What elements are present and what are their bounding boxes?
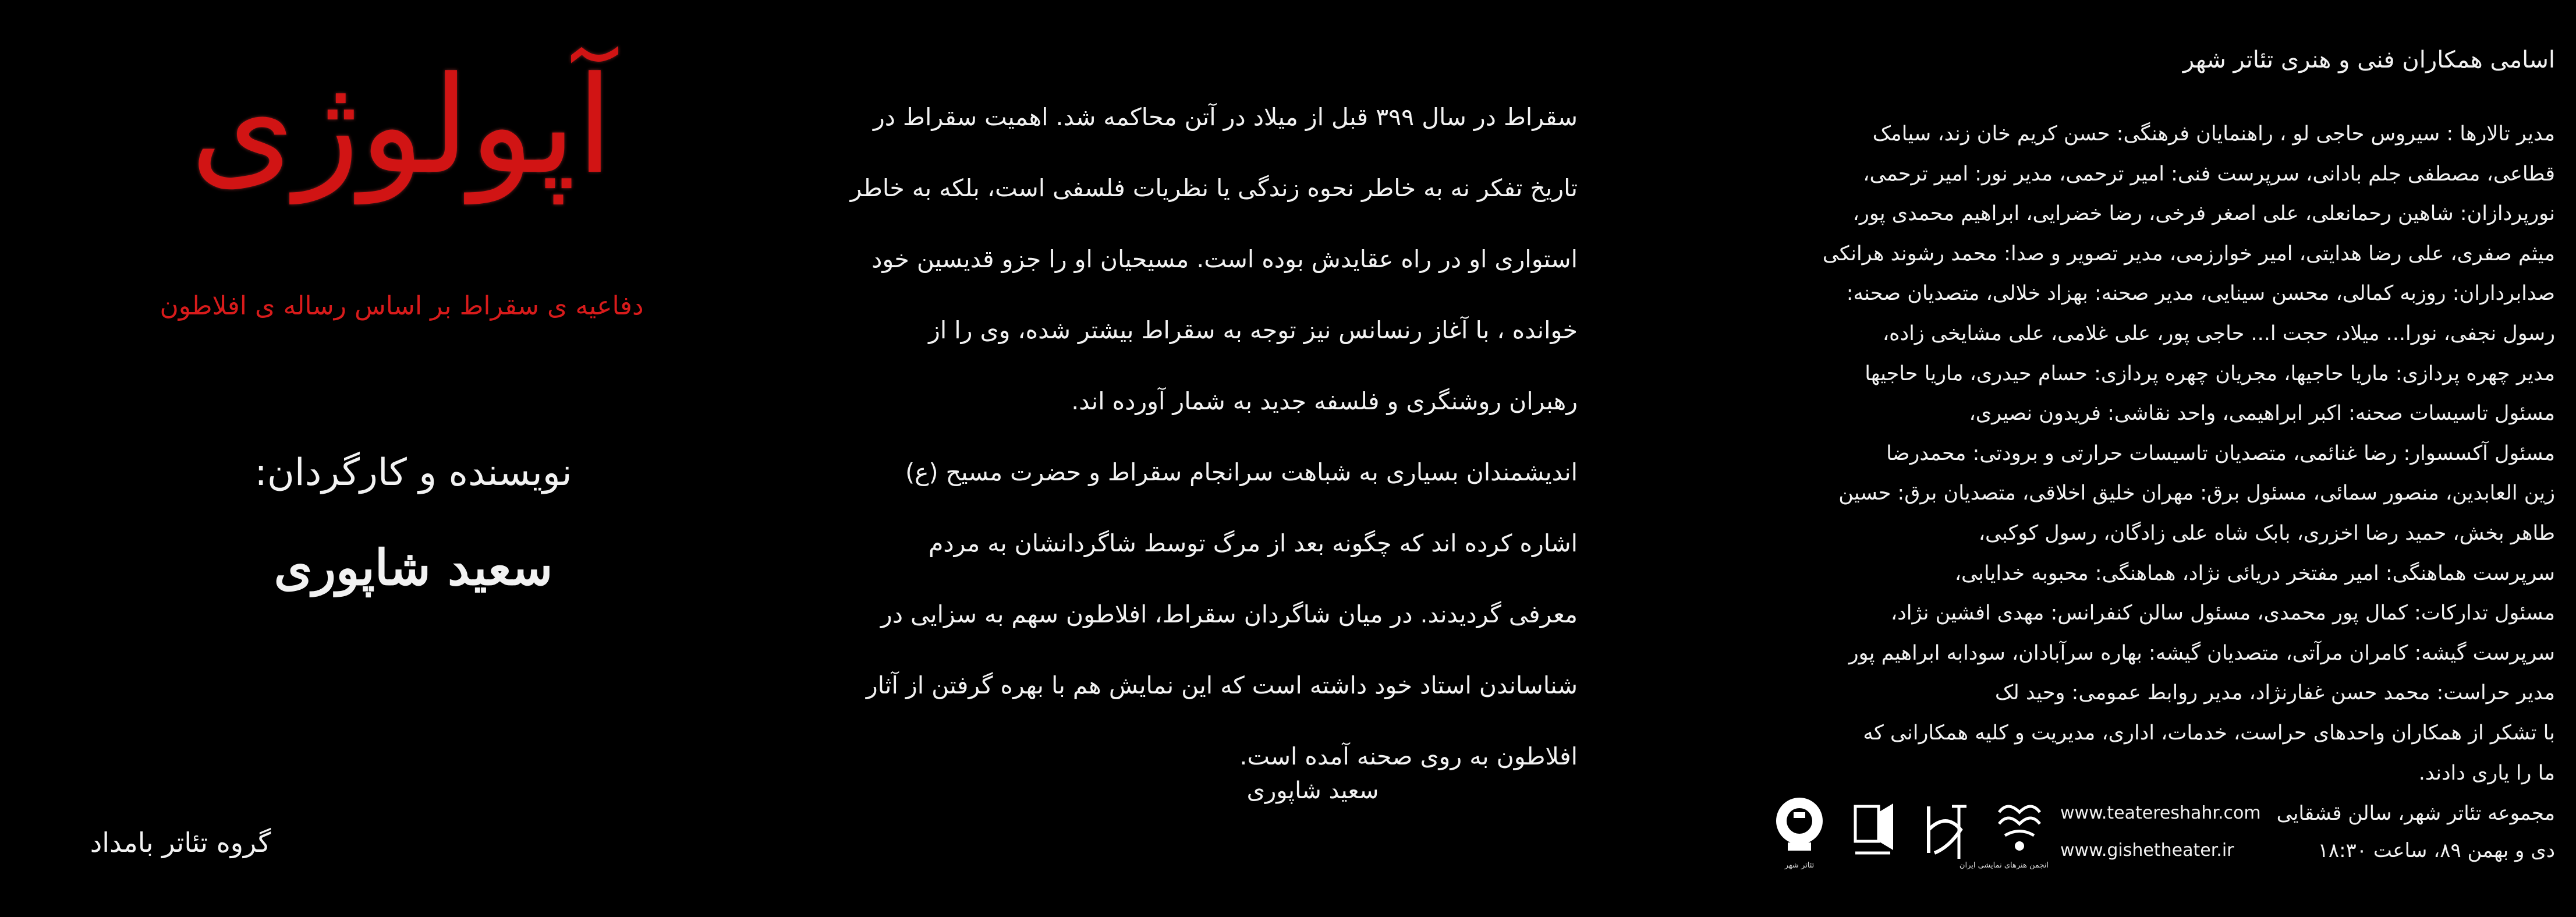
credit-line: قطاعی، مصطفی جلم بادانی، سرپرست فنی: امیر ترحمی، مدیر نور: امیر ترحمی، bbox=[1863, 162, 2555, 186]
theater-shahr-logo-icon bbox=[1770, 795, 1829, 882]
credit-line: مدیر حراست: محمد حسن غفارنژاد، مدیر روابط عمومی: وحید لک bbox=[1994, 681, 2555, 705]
middle-panel bbox=[850, 0, 1717, 917]
credit-line: مدیر چهره پردازی: ماریا حاجیها، مجریان چهره پردازی: حسام حیدری، ماریا حاجیها bbox=[1865, 362, 2555, 385]
essay-line: رهبران روشنگری و فلسفه جدید به شمار آورده اند. bbox=[1071, 387, 1578, 415]
essay-line: استواری او در راه عقایدش بوده است. مسیحیان او را جزو قدیسین خود bbox=[871, 245, 1578, 273]
venue-info bbox=[2276, 795, 2555, 869]
essay-signature: سعید شاپوری bbox=[1246, 777, 1379, 804]
essay-line: اندیشمندان بسیاری به شباهت سرانجام سقراط و حضرت مسیح (ع) bbox=[905, 458, 1578, 486]
credit-line: زین العابدین، منصور سمائی، مسئول برق: مهران خلیق اخلاقی، متصدیان برق: حسین bbox=[1838, 481, 2555, 505]
credit-line: ما را یاری دادند. bbox=[2418, 761, 2555, 785]
credits-list bbox=[1775, 114, 2555, 793]
dramatic-arts-logo-icon bbox=[1959, 795, 2049, 882]
play-title: آپولوژی bbox=[190, 48, 614, 204]
theater-shahr-logo-caption: تئاتر شهر bbox=[1784, 861, 1815, 870]
essay-line: سقراط در سال ۳۹۹ قبل از میلاد در آتن محاکمه شد. اهمیت سقراط در bbox=[873, 103, 1578, 131]
director-name: سعید شاپوری bbox=[274, 539, 553, 596]
essay-text bbox=[850, 82, 1578, 792]
website-link-tickets[interactable]: www.gishetheater.ir bbox=[2060, 840, 2234, 861]
credit-line: مسئول تاسیسات صحنه: اکبر ابراهیمی، واحد نقاشی: فریدون نصیری، bbox=[1969, 402, 2555, 426]
credit-line: طاهر بخش، حمید رضا اخزری، بابک شاه علی زادگان، رسول کوکبی، bbox=[1978, 521, 2555, 545]
center-logo-icon bbox=[1844, 795, 1902, 882]
arts-calligraphy-logo-icon bbox=[1917, 795, 1975, 882]
credit-line: سرپرست گیشه: کامران مرآتی، متصدیان گیشه: بهاره سرآبادان، سودابه ابراهیم پور bbox=[1848, 641, 2555, 665]
credit-line: رسول نجفی، نورا... میلاد، حجت ا... حاجی پور، علی غلامی، علی مشایخی زاده، bbox=[1882, 321, 2555, 345]
credits-heading: اسامی همکاران فنی و هنری تئاتر شهر bbox=[2182, 47, 2555, 73]
dramatic-arts-logo-caption: انجمن هنرهای نمایشی ایران bbox=[1959, 861, 2049, 870]
essay-line: شناساندن استاد خود داشته است که این نمایش هم با بهره گرفتن از آثار bbox=[866, 671, 1578, 699]
credit-line: با تشکر از همکاران واحدهای حراست، خدمات، اداری، مدیریت و کلیه همکارانی که bbox=[1863, 721, 2555, 745]
theater-group-name: گروه تئاتر بامداد bbox=[90, 827, 271, 858]
left-panel bbox=[0, 0, 859, 917]
essay-line: اشاره کرده اند که چگونه بعد از مرگ توسط شاگردانشان به مردم bbox=[928, 529, 1578, 557]
play-subtitle: دفاعیه ی سقراط بر اساس رساله ی افلاطون bbox=[160, 291, 644, 321]
venue-name: مجموعه تئاتر شهر، سالن قشقایی bbox=[2276, 802, 2555, 825]
credit-line: نورپردازان: شاهین رحمانعلی، علی اصغر فرخی، رضا خضرایی، ابراهیم محمدی پور، bbox=[1852, 202, 2555, 226]
essay-line: تاریخ تفکر نه به خاطر نحوه زندگی یا نظریات فلسفی است، بلکه به خاطر bbox=[850, 174, 1578, 202]
right-panel bbox=[1717, 0, 2576, 917]
website-link-theater[interactable]: www.teatereshahr.com bbox=[2060, 803, 2261, 823]
performance-date: دی و بهمن ۸۹، ساعت ۱۸:۳۰ bbox=[2318, 839, 2555, 862]
sponsor-logos bbox=[1775, 795, 2049, 882]
credit-line: میثم صفری، علی رضا هدایتی، امیر خوارزمی، مدیر تصویر و صدا: محمد رشوند هرانکی bbox=[1822, 242, 2555, 265]
essay-line: افلاطون به روی صحنه آمده است. bbox=[1239, 742, 1578, 770]
credit-line: صدابرداران: روزبه کمالی، محسن سینایی، مدیر صحنه: بهزاد خلالی، متصدیان صحنه: bbox=[1846, 282, 2555, 306]
footer bbox=[1775, 795, 2555, 888]
writer-director-label: نویسنده و کارگردان: bbox=[254, 451, 572, 494]
credit-line: مسئول آکسسوار: رضا غنائمی، متصدیان تاسیسات حرارتی و برودتی: محمدرضا bbox=[1886, 441, 2555, 465]
essay-line: معرفی گردیدند. در میان شاگردان سقراط، افلاطون سهم به سزایی در bbox=[880, 600, 1578, 628]
essay-line: خوانده ، با آغاز رنسانس نیز توجه به سقراط بیشتر شده، وی را از bbox=[929, 316, 1578, 344]
credit-line: مسئول تدارکات: کمال پور محمدی، مسئول سالن کنفرانس: مهدی افشین نژاد، bbox=[1890, 601, 2555, 625]
website-links bbox=[2060, 795, 2281, 869]
credit-line: سرپرست هماهنگی: امیر مفتخر دریائی نژاد، هماهنگی: محبوبه خدایابی، bbox=[1954, 561, 2555, 585]
credit-line: مدیر تالارها : سیروس حاجی لو ، راهنمایان فرهنگی: حسن کریم خان زند، سیامک bbox=[1872, 122, 2555, 146]
